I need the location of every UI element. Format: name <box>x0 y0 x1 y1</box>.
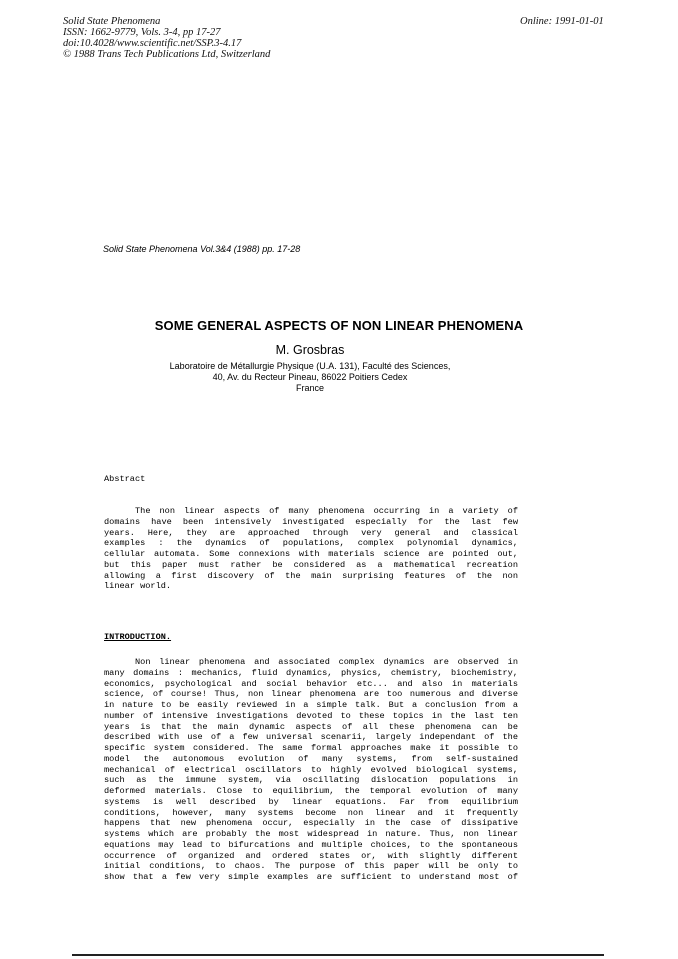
abstract-line: cellular automata. Some connexions with materials science are pointed out, <box>104 549 518 559</box>
intro-line: described with use of a few universal scenarii, largely independant of the <box>104 732 518 743</box>
intro-line: conditions, however, many systems become non linear and it frequently <box>104 807 518 818</box>
intro-line: occurrence of organized and ordered states or, with slightly different <box>104 850 518 861</box>
intro-line: specific system considered. The same formal approaches make it possible to <box>104 743 518 753</box>
header-doi[interactable]: doi:10.4028/www.scientific.net/SSP.3-4.17 <box>63 38 242 49</box>
introduction-heading: INTRODUCTION. <box>104 632 172 642</box>
intro-line: science, of course! Thus, non linear phenomena are too numerous and diverse <box>104 689 518 700</box>
abstract-line: domains have been intensively investigated especially for the last few <box>104 516 518 527</box>
affiliation-line: France <box>295 383 324 393</box>
intro-line: number of intensive investigations devoted to these topics in the last ten <box>104 710 518 721</box>
affiliation-line: 40, Av. du Recteur Pineau, 86022 Poitiers Cedex <box>212 372 408 382</box>
paper-title: SOME GENERAL ASPECTS OF NON LINEAR PHENOMENA <box>154 318 524 333</box>
publication-header <box>63 16 270 60</box>
intro-line: years is that the main dynamic aspects of all these phenomena can be <box>104 721 518 732</box>
abstract-line: linear world. <box>104 581 172 592</box>
affiliation-line: Laboratoire de Métallurgie Physique (U.A. 131), Faculté des Sciences, <box>169 361 451 371</box>
header-issn: ISSN: 1662-9779, Vols. 3-4, pp 17-27 <box>63 27 221 38</box>
intro-line: happens that new phenomena occur, especially in the case of dissipative <box>104 818 518 829</box>
intro-line: initial conditions, to chaos. The purpose of this paper will be only to <box>104 861 518 872</box>
intro-line: deformed materials. Close to equilibrium, the temporal evolution of many <box>104 786 518 796</box>
intro-line: many domains : mechanics, fluid dynamics, physics, chemistry, biochemistry, <box>104 667 518 678</box>
journal-reference: Solid State Phenomena Vol.3&4 (1988) pp. 17-28 <box>103 244 301 254</box>
abstract-body <box>104 506 518 592</box>
intro-line: Non linear phenomena and associated complex dynamics are observed in <box>135 657 518 667</box>
abstract-line: years. Here, they are approached through very general and classical <box>104 527 518 538</box>
abstract-heading: Abstract <box>104 474 146 484</box>
intro-line: such as the immune system, via oscillating dislocation populations in <box>104 775 518 786</box>
header-copyright: © 1988 Trans Tech Publications Ltd, Switzerland <box>63 49 271 60</box>
intro-line: systems which are probably the most widespread in nature. Thus, non linear <box>104 829 518 839</box>
abstract-line: The non linear aspects of many phenomena occurring in a variety of <box>135 506 518 516</box>
intro-line: systems is well described by linear equations. Far from equilibrium <box>104 796 518 807</box>
online-date: Online: 1991-01-01 <box>520 16 604 27</box>
header-journal: Solid State Phenomena <box>63 16 161 27</box>
introduction-body <box>104 657 518 883</box>
author-name: M. Grosbras <box>275 343 345 357</box>
intro-line: show that a few very simple examples are sufficient to understand most of <box>104 872 518 882</box>
intro-line: model the autonomous evolution of many systems, from self-sustained <box>104 753 518 764</box>
intro-line: mechanical of electrical oscillators to highly evolved biological systems, <box>104 764 518 775</box>
intro-line: in nature to be easily reviewed in a simple talk. But a conclusion from a <box>104 700 518 710</box>
abstract-line: examples : the dynamics of populations, complex polynomial dynamics, <box>104 538 518 549</box>
page-bottom-rule <box>72 954 604 956</box>
intro-line: equations may lead to bifurcations and multiple choices, to the spontaneous <box>104 839 518 850</box>
intro-line: economics, psychological and social behavior etc... and also in materials <box>104 678 518 689</box>
abstract-line: allowing a first discovery of the main surprising features of the non <box>104 570 518 581</box>
affiliation <box>0 361 620 394</box>
abstract-line: but this paper must rather be considered as a mathematical recreation <box>104 559 518 570</box>
